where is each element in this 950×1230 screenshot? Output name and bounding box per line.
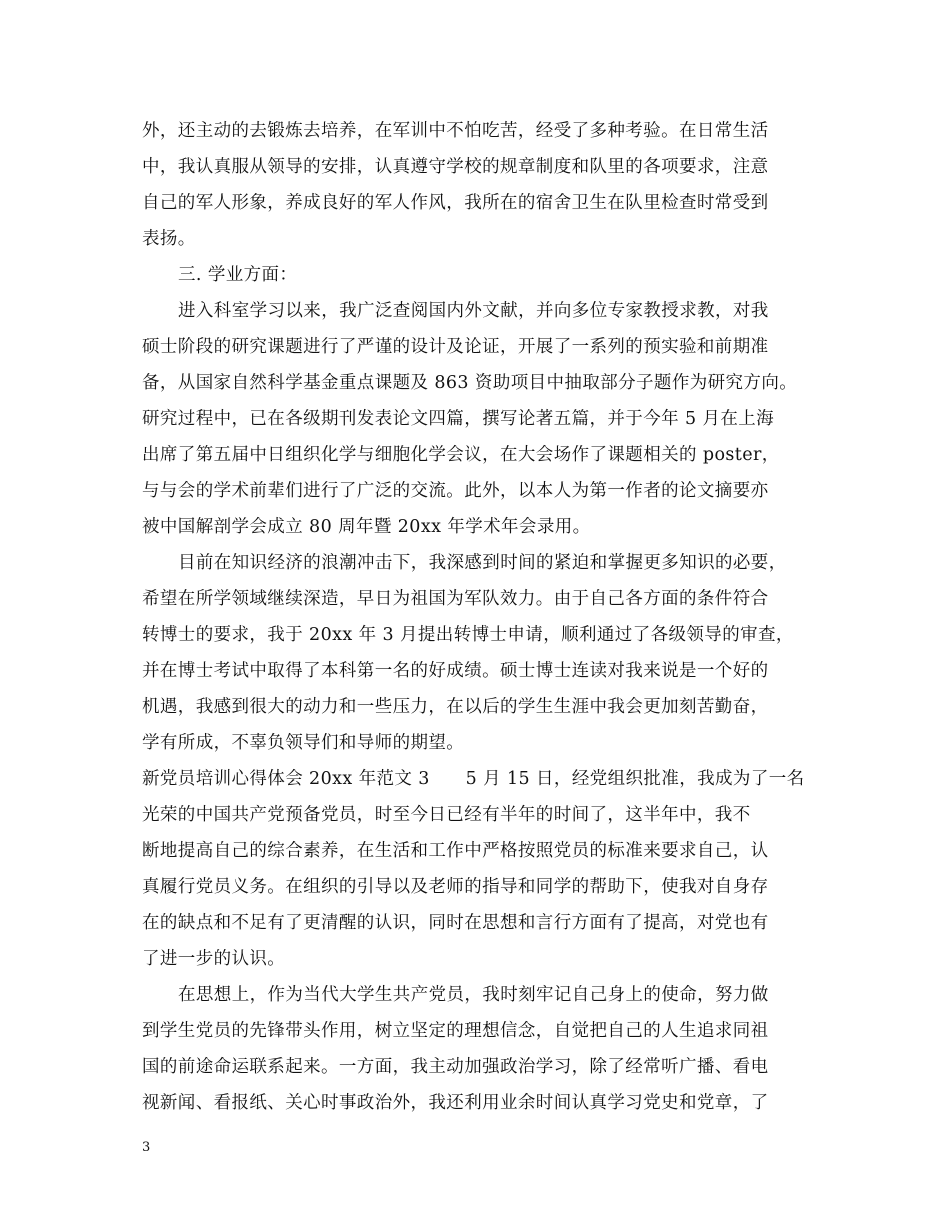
text-line: 出席了第五届中日组织化学与细胞化学会议，在大会场作了课题相关的 poster，: [142, 445, 780, 465]
text-line: 在思想上，作为当代大学生共产党员，我时刻牢记自己身上的使命，努力做: [178, 985, 769, 1005]
text-line: 视新闻、看报纸、关心时事政治外，我还利用业余时间认真学习党史和党章，了: [142, 1093, 769, 1113]
text-line: 光荣的中国共产党预备党员，时至今日已经有半年的时间了，这半年中，我不: [142, 805, 751, 825]
text-line: 转博士的要求，我于 20xx 年 3 月提出转博士申请，顺利通过了各级领导的审查，: [142, 625, 794, 645]
text-line: 机遇，我感到很大的动力和一些压力，在以后的学生生涯中我会更加刻苦勤奋，: [142, 697, 769, 717]
text-line: 中，我认真服从领导的安排，认真遵守学校的规章制度和队里的各项要求，注意: [142, 157, 769, 177]
page-number: 3: [142, 1140, 151, 1155]
text-line: 硕士阶段的研究课题进行了严谨的设计及论证，开展了一系列的预实验和前期准: [142, 337, 769, 357]
text-line: 目前在知识经济的浪潮冲击下，我深感到时间的紧迫和掌握更多知识的必要，: [178, 553, 787, 573]
text-line: 进入科室学习以来，我广泛查阅国内外文献，并向多位专家教授求教，对我: [178, 301, 769, 321]
text-line: 并在博士考试中取得了本科第一名的好成绩。硕士博士连读对我来说是一个好的: [142, 661, 769, 681]
text-line: 学有所成，不辜负领导们和导师的期望。: [142, 733, 465, 753]
text-line: 研究过程中，已在各级期刊发表论文四篇，撰写论著五篇，并于今年 5 月在上海: [142, 409, 775, 429]
text-line: 新党员培训心得体会 20xx 年范文 3 5 月 15 日，经党组织批准，我成为了一名: [142, 769, 805, 789]
text-line: 断地提高自己的综合素养，在生活和工作中严格按照党员的标准来要求自己，认: [142, 841, 769, 861]
text-line: 备，从国家自然科学基金重点课题及 863 资助项目中抽取部分子题作为研究方向。: [142, 373, 798, 393]
text-line: 被中国解剖学会成立 80 周年暨 20xx 年学术年会录用。: [142, 517, 591, 537]
text-line: 到学生党员的先锋带头作用，树立坚定的理想信念，自觉把自己的人生追求同祖: [142, 1021, 769, 1041]
text-line: 在的缺点和不足有了更清醒的认识，同时在思想和言行方面有了提高，对党也有: [142, 913, 769, 933]
text-line: 国的前途命运联系起来。一方面，我主动加强政治学习，除了经常听广播、看电: [142, 1057, 769, 1077]
text-line: 希望在所学领域继续深造，早日为祖国为军队效力。由于自己各方面的条件符合: [142, 589, 769, 609]
section-heading: 三. 学业方面：: [178, 265, 298, 285]
text-line: 自己的军人形象，养成良好的军人作风，我所在的宿舍卫生在队里检查时常受到: [142, 193, 769, 213]
text-line: 真履行党员义务。在组织的引导以及老师的指导和同学的帮助下，使我对自身存: [142, 877, 769, 897]
text-line: 外，还主动的去锻炼去培养，在军训中不怕吃苦，经受了多种考验。在日常生活: [142, 121, 769, 141]
text-line: 表扬。: [142, 229, 196, 249]
text-line: 与与会的学术前辈们进行了广泛的交流。此外，以本人为第一作者的论文摘要亦: [142, 481, 769, 501]
text-line: 了进一步的认识。: [142, 949, 286, 969]
